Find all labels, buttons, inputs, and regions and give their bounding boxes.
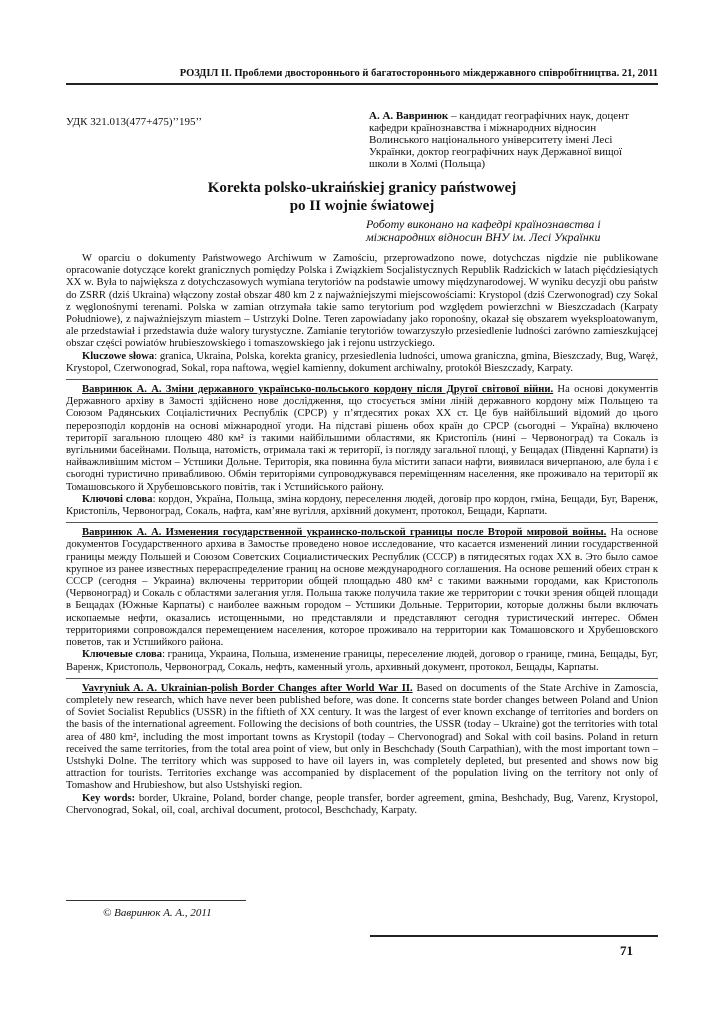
header-rule bbox=[66, 83, 658, 85]
article-body bbox=[66, 253, 658, 817]
article-title bbox=[66, 179, 658, 215]
russian-keywords bbox=[66, 649, 658, 673]
work-note: Роботу виконано на кафедрі країнознавства і міжнародних відносин ВНУ ім. Лесі Українки bbox=[366, 217, 601, 244]
polish-keywords-text: : granica, Ukraina, Polska, korekta granicy, przesiedlenia ludności, umowa graniczna, gmina, Bieszczady, Bug, Waręż, Krystopol, Czerwonograd, Sokal, ropa naftowa, węgiel kamienny, dokument archiwalny, protokół Bieszczady, Karpaty. bbox=[66, 350, 658, 374]
english-keywords-label: Key words: bbox=[82, 792, 136, 804]
russian-keywords-text: : граница, Украина, Польша, изменение границы, переселение людей, договор о границе, гмина, Бещады, Буг, Варенж, Кристополь, Червоноград, Сокаль, нефть, каменный уголь, архивный документ, протокол, Бещады, Карпаты. bbox=[66, 649, 658, 673]
author-affiliation: – кандидат географічних наук, доцент кафедри країнознавства і міжнародних відносин Волинського національного університету імені Лесі Українки, доктор географічних наук Державної вищої школи в Холмі (Польща) bbox=[369, 110, 629, 170]
ukrainian-abstract-text: На основі документів Державного архіву в Замості здійснено нове дослідження, що стосується зміни ліній державного кордону між Польщею та Союзом Радянських Соціалістичних Республік (СРСР) у п’ятдесятих роках ХХ ст. Це був найбільший відомий до цього перерозподіл кордонів на основі міжнародної угоди. На підставі рішень обох країн до СРСР (сьогодні – Україна) включено території загальною площею 480 км² із такими найбільшими областями, як Кристопіль (нині – Червоноград) та Сокаль із вугільними басейнами. Польща, натомість, отримала такі ж території, із погляду загальної площі, у Бещадах (Південні Карпати) із найважливішим містом – Устшики Дольне. Територія, яка повинна була містити запаси нафти, виявилася вичерпаною, але була і є сьогодні туристично привабливою. Обмін територіями супроводжувався переміщенням населення, яке проживало на території як Томашовського й Хрубешовського повітів, так і Устшийського району. bbox=[66, 384, 659, 493]
russian-keywords-label: Ключевые слова bbox=[82, 649, 163, 661]
ukrainian-keywords-label: Ключові слова bbox=[82, 493, 153, 505]
author-block bbox=[369, 110, 649, 170]
ukrainian-abstract bbox=[66, 379, 658, 494]
polish-keywords-label: Kluczowe słowa bbox=[82, 350, 155, 362]
ukrainian-keywords bbox=[66, 494, 658, 518]
footer-rule bbox=[370, 935, 658, 937]
english-keywords bbox=[66, 793, 658, 817]
page-number: 71 bbox=[620, 943, 633, 958]
english-heading: Vavryniuk A. A. Ukrainian-polish Border Changes after World War II. bbox=[82, 682, 413, 694]
english-keywords-text: border, Ukraine, Poland, border change, people transfer, border agreement, gmina, Beshchady, Bug, Varenz, Krystopol, Chervonograd, Sokal, oil, coal, archival document, protocol, Beschchady, Karpaty. bbox=[66, 792, 658, 816]
russian-abstract bbox=[66, 522, 658, 649]
title-line-1: Korekta polsko-ukraińskiej granicy państwowej bbox=[207, 180, 517, 196]
english-abstract bbox=[66, 678, 658, 793]
russian-heading: Вавринюк А. А. Изменения государственной украинско-польской границы после Второй мировой войны. bbox=[82, 527, 607, 539]
running-head: РОЗДІЛ ІІ. Проблеми двостороннього й багатостороннього міждержавного співробітництва. 21, 2011 bbox=[179, 68, 658, 79]
udc-code: УДК 321.013(477+475)’’195’’ bbox=[66, 116, 203, 128]
copyright-note: © Вавринюк А. А., 2011 bbox=[103, 907, 212, 919]
footnote-rule bbox=[66, 900, 246, 901]
english-abstract-text: Based on documents of the State Archive in Zamoscia, completely new research, which have never been published before, was done. It concerns state border changes between Poland and Union of Soviet Socialist Republics (USSR) in the fiftieth of XX century. It was the largest of ever known exchange of territories and borders on the basis of the international agreement. Following the decisions of both countries, the USSR (today – Ukraine) got the territories with total area of 480 km², including the most important towns as Krystopil (today – Chervonograd) and Sokal with coil basins. Poland in return received the same territories, from the total area point of view, but only in Beschchady (South Carpathian), with the most important town – Ustshyki Dolne. The territory which was supposed to have oil layers in, was completely depleted, but presented and shows now big attraction for tourists. Territories exchange was accompanied by displacement of the population living on the territory not only of Tomashow and Hrubieshow, but also Ustshyiski region. bbox=[66, 682, 658, 792]
ukrainian-heading: Вавринюк А. А. Зміни державного українсько-польського кордону після Другої світової війни. bbox=[82, 384, 554, 396]
title-line-2: po II wojnie światowej bbox=[289, 198, 435, 214]
ukrainian-keywords-text: : кордон, Україна, Польща, зміна кордону, переселення людей, договір про кордон, гміна, Бещади, Буг, Варенж, Кристопіль, Червоноград, Сокаль, нафта, кам’яне вугілля, архівний документ, протокол, Бещади, Карпати. bbox=[66, 493, 658, 518]
author-name: А. А. Вавринюк bbox=[369, 110, 449, 122]
polish-keywords bbox=[66, 351, 658, 375]
polish-abstract: W oparciu o dokumenty Państwowego Archiwum w Zamościu, przeprowadzono nowe, dotychczas nigdzie nie publikowane opracowanie dotyczące korekt granicznych pomiędzy Polska i Związkiem Socjalistycznych Republik Radzickich w latach pięćdziesiątych XX w. Była to największa z dotychczasowych wymiana terytoriów na podstawie umowy międzynarodowej. W wyniku decyzji obu państw do ZSRR (dziś Ukraina) włączony został obszar 480 km 2 z najważniejszymi miejscowościami: Krystopol (dziś Czerwonograd) czy Sokal z węglonośnymi terenami. Polska w zamian otrzymała takie samo terytorium pod względem powierzchni w Bieszczadach (Karpaty Południowe), z najważniejszym miastem – Ustrzyki Dolne. Teren zapowiadany jako roponośny, okazał się obszarem wyeksploatowanym, ale przedstawiał i przedstawia duże walory turystyczne. Zamianie terytoriów towarzyszyło przesiedlenie ludności zarówno zamieszkującej obszar części powiatów hrubieszowskiego i tomaszowskiego jak i rejonu ustrzyckiego. bbox=[66, 253, 658, 350]
russian-abstract-text: На основе документов Государственного архива в Замостье проведено новое исследование, что касается изменений линии государственной границы между Польшей и Союзом Советских Социалистических Республик (СССР) в пятидесятых годах ХХ в. Это было самое крупное из ранее известных перераспределение границ на основе международного соглашения. На основе решений обеих стран к СССР (сегодня – Украина) включены территории общей площадью 480 км² с такими важными городами, как Кристополь (Червоноград) и Сокаль с областями залегания угля. Польша также получила такие же территории с точки зрения общей площади в Бещадах (Южные Карпаты) с наиболее важным городом – Устшики Дольные. Территории, которые должны были включать ископаемые нефти, оказались истощенными, но представляли и представляют сегодня туристический интерес. Обмен территориями сопровождался перемещением населения, которое проживало на территории как Томашовского и Хрубешовского поветов, так и Устшийкого района. bbox=[66, 527, 658, 649]
